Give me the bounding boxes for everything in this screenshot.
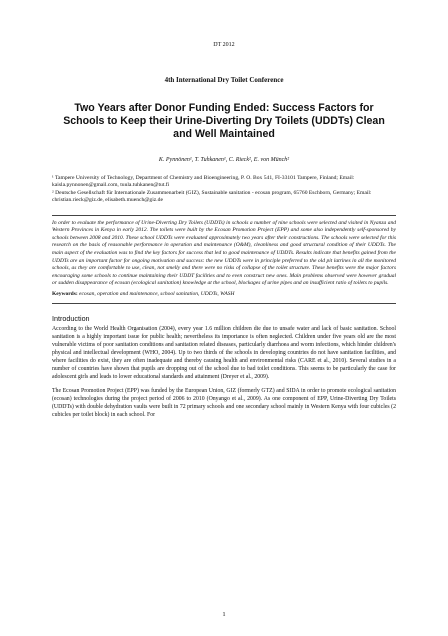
affiliation-1: ¹ Tampere University of Technology, Department of Chemistry and Bioengineering, P. O. Box 541, FI-33101 Tampere, Finland; Email: kaisla.pynnonen@gmail.com, tuula.tuhkanen@tut.fi — [52, 175, 355, 189]
keywords-label: Keywords: — [52, 290, 78, 297]
affiliations — [52, 175, 396, 205]
body-paragraph-1: According to the World Health Organisation (2004), every year 1.6 million children die due to unsafe water and lack of basic sanitation. School sanitation is a highly important issue for public health; nevertheless its importance is often neglected. Children under five years old are the most vulnerable victims of poor sanitation conditions and sanitation related diseases, particularly diarrhoea and worm infections, which hinder children's physical and intellectual development (WHO, 2004). Up to two thirds of the schools in developing countries do not have sanitation facilities, and where facilities do exist, they are often inadequate and thereby causing health and environmental risks (CARE et al., 2010). Several studies in a number of countries have shown that pupils are dropping out of the school due to bad toilet conditions. This seems to be particularly the case for adolescent girls and leads to lower educational standards and attainment (Dreyer et al., 2009). — [52, 325, 396, 380]
section-heading-introduction: Introduction — [52, 313, 90, 323]
body-paragraph-2: The Ecosan Promotion Project (EPP) was funded by the European Union, GIZ (formerly GTZ) and SIDA in order to promote ecological sanitation (ecosan) technologies during the project period of 2006 to 2010 (Onyango et al., 2009). As one component of EPP, Urine-Diverting Dry Toilets (UDDTs) with double dehydration vaults were built in 72 primary schools and one secondary school mainly in Western Kenya with four cubicles (2 cubicles per toilet block) in each school. For — [52, 387, 396, 418]
conference-name: 4th International Dry Toilet Conference — [164, 76, 284, 84]
running-head: DT 2012 — [213, 42, 235, 48]
page-number: 1 — [222, 611, 226, 618]
paper-title: Two Years after Donor Funding Ended: Success Factors for Schools to Keep their Urine-Diverting Dry Toilets (UDDTs) Clean and Well Maintained — [63, 102, 385, 140]
affiliation-2: ² Deutsche Gesellschaft für Internationale Zusammenarbeit (GIZ), Sustainable sanitation - ecosan program, 65760 Eschborn, Germany; Email: christian.rieck@giz.de, elisabeth.muench@giz.de — [52, 189, 372, 204]
author-list: K. Pynnönen¹, T. Tuhkanen¹, C. Rieck², E. von Münch² — [158, 157, 290, 163]
abstract-box — [52, 215, 396, 304]
keywords-text: ecosan, operation and maintenance, school sanitation, UDDTs, WASH — [79, 290, 235, 297]
abstract-text: In order to evaluate the performance of Urine-Diverting Dry Toilets (UDDTs) in schools a number of nine schools were selected and visited in Nyanza and Western Provinces in Kenya in early 2012. The toilets were built by the Ecosan Promotion Project (EPP) and some also independently self-sponsored by schools between 2008 and 2010. These school UDDTs were evaluated approximately two years after their constructions. The schools were selected for this research on the basis of reasonable performance in operation and maintenance (O&M), cleanliness and good structural condition of their UDDTs. The main aspect of the evaluation was to find the key factors for success that led to good maintenance of UDDTs. Results indicate that benefits gained from the UDDTs are an important factor for ongoing motivation and success: the new UDDTs were in principle preferred to the old pit latrines in all the monitored schools, as they are comfortable to use, clean, not smelly and there were no risks of collapse of the toilet structure. These benefits were the major factors encouraging some schools to continue maintaining their UDDT facilities and to even construct new ones. Main problems observed were however gradual or sudden disappearance of ecosan (ecological sanitation) knowledge at the school, blockages of urine pipes and an insufficient ratio of toilets to pupils. — [52, 219, 396, 287]
keywords-line — [52, 291, 396, 299]
